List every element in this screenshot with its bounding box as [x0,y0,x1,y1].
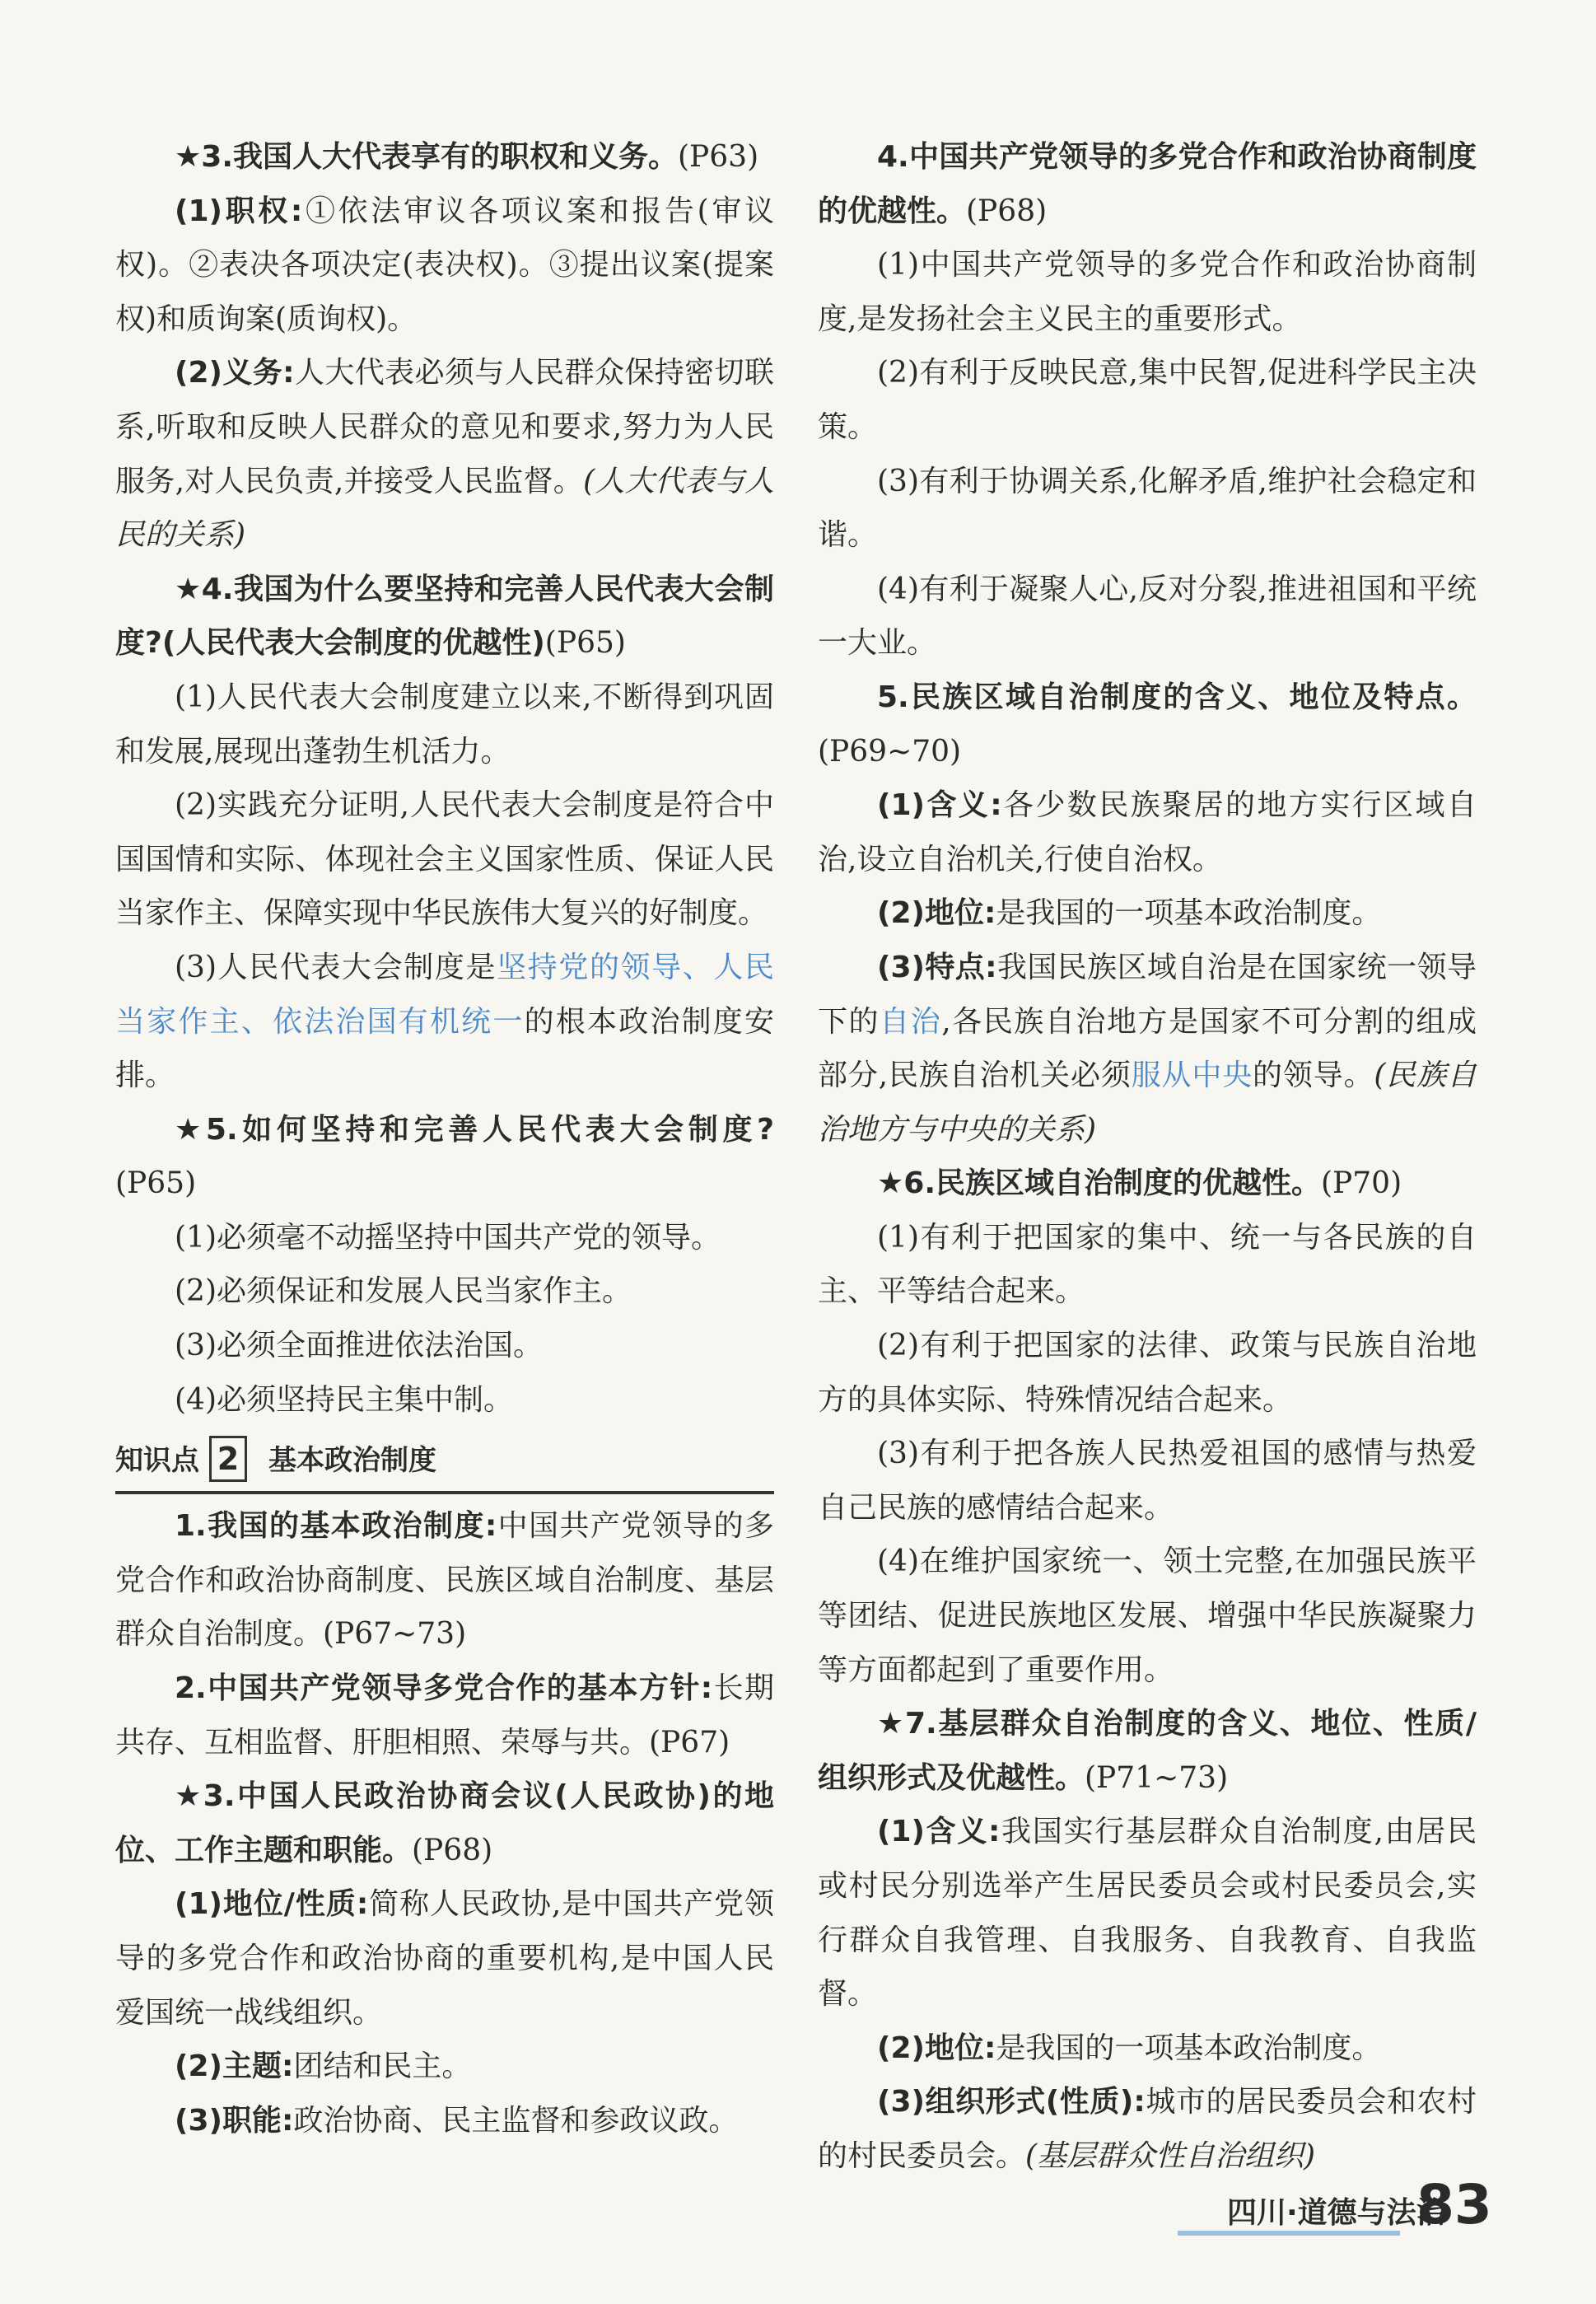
q5-item: (3)必须全面推进依法治国。 [175,1329,543,1363]
q4-point-1: (1)人民代表大会制度建立以来,不断得到巩固和发展,展现出蓬勃生机活力。 [115,680,774,769]
r4-item: (4)有利于凝聚人心,反对分裂,推进祖国和平统一大业。 [818,572,1477,661]
r4-heading: 4.中国共产党领导的多党合作和政治协商制度的优越性。(P68) [818,140,1477,228]
q3-duties: (2)义务:人大代表必须与人民群众保持密切联系,听取和反映人民群众的意见和要求,努力为人民服务,对人民负责,并接受人民监督。(人大代表与人民的关系) [115,356,774,553]
q3-rights: (1)职权:①依法审议各项议案和报告(审议权)。②表决各项决定(表决权)。③提出议案(提案权)和质询案(质询权)。 [115,194,775,336]
r7-meaning: (1)含义:我国实行基层群众自治制度,由居民或村民分别选举产生居民委员会或村民委员会,实行群众自我管理、自我服务、自我教育、自我监督。 [818,1815,1477,2012]
knowledge-point-header [115,1430,774,1494]
k3-heading: ★3.中国人民政治协商会议(人民政协)的地位、工作主题和职能。(P68) [115,1779,774,1867]
q4-point-2: (2)实践充分证明,人民代表大会制度是符合中国国情和实际、体现社会主义国家性质、保证人民当家作主、保障实现中华民族伟大复兴的好制度。 [115,788,774,931]
r5-meaning: (1)含义:各少数民族聚居的地方实行区域自治,设立自治机关,行使自治权。 [818,788,1477,876]
q4-heading: ★4.我国为什么要坚持和完善人民代表大会制度?(人民代表大会制度的优越性)(P65) [115,572,774,661]
q5-item: (4)必须坚持民主集中制。 [175,1382,513,1417]
left-column [115,130,774,2147]
k3-functions: (3)职能:政治协商、民主监督和参政议政。 [175,2103,739,2138]
right-column [818,130,1477,2184]
q5-heading: ★5.如何坚持和完善人民代表大会制度?(P65) [115,1112,774,1201]
r6-item: (4)在维护国家统一、领土完整,在加强民族平等团结、促进民族地区发展、增强中华民族凝聚力等方面都起到了重要作用。 [818,1545,1477,1687]
k2-paragraph: 2.中国共产党领导多党合作的基本方针:长期共存、互相监督、肝胆相照、荣辱与共。(P67) [115,1671,774,1760]
r6-heading: ★6.民族区域自治制度的优越性。(P70) [877,1166,1402,1201]
r5-heading: 5.民族区域自治制度的含义、地位及特点。(P69~70) [818,680,1477,769]
q5-item: (1)必须毫不动摇坚持中国共产党的领导。 [175,1220,721,1255]
q3-heading: ★3.我国人大代表享有的职权和义务。(P63) [175,140,759,174]
r7-heading: ★7.基层群众自治制度的含义、地位、性质/组织形式及优越性。(P71~73) [818,1707,1477,1795]
footer-subject: 四川·道德与法治 [1227,2196,1446,2230]
r7-form: (3)组织形式(性质):城市的居民委员会和农村的村民委员会。(基层群众性自治组织) [818,2085,1477,2173]
knowledge-point-number: 2 [209,1436,247,1482]
r4-item: (2)有利于反映民意,集中民智,促进科学民主决策。 [818,356,1477,444]
knowledge-point-title: 基本政治制度 [268,1444,436,1478]
q4-point-3: (3)人民代表大会制度是坚持党的领导、人民当家作主、依法治国有机统一的根本政治制度安排。 [115,950,774,1093]
highlight-text: 自治 [880,1004,942,1039]
highlight-text: 坚持党的领导、人民当家作主、依法治国有机统一 [115,950,774,1039]
knowledge-point-label: 知识点 [115,1444,199,1478]
q5-item: (2)必须保证和发展人民当家作主。 [175,1274,632,1309]
page-footer [1178,2173,1540,2239]
footer-accent-bar [1178,2231,1400,2236]
r7-status: (2)地位:是我国的一项基本政治制度。 [877,2031,1382,2065]
r6-item: (1)有利于把国家的集中、统一与各民族的自主、平等结合起来。 [818,1220,1477,1309]
k3-theme: (2)主题:团结和民主。 [175,2049,472,2084]
r5-status: (2)地位:是我国的一项基本政治制度。 [877,896,1382,931]
highlight-text: 服从中央 [1131,1059,1253,1093]
page-number: 83 [1416,2173,1492,2236]
r6-item: (3)有利于把各族人民热爱祖国的感情与热爱自己民族的感情结合起来。 [818,1437,1477,1525]
k1-paragraph: 1.我国的基本政治制度:中国共产党领导的多党合作和政治协商制度、民族区域自治制度、基层群众自治制度。(P67~73) [115,1509,774,1652]
r6-item: (2)有利于把国家的法律、政策与民族自治地方的具体实际、特殊情况结合起来。 [818,1329,1477,1417]
r4-item: (3)有利于协调关系,化解矛盾,维护社会稳定和谐。 [818,464,1477,553]
k3-status: (1)地位/性质:简称人民政协,是中国共产党领导的多党合作和政治协商的重要机构,是中国人民爱国统一战线组织。 [115,1887,774,2030]
r5-features: (3)特点:我国民族区域自治是在国家统一领导下的自治,各民族自治地方是国家不可分割的组成部分,民族自治机关必须服从中央的领导。(民族自治地方与中央的关系) [818,950,1477,1147]
r4-item: (1)中国共产党领导的多党合作和政治协商制度,是发扬社会主义民主的重要形式。 [818,248,1477,336]
